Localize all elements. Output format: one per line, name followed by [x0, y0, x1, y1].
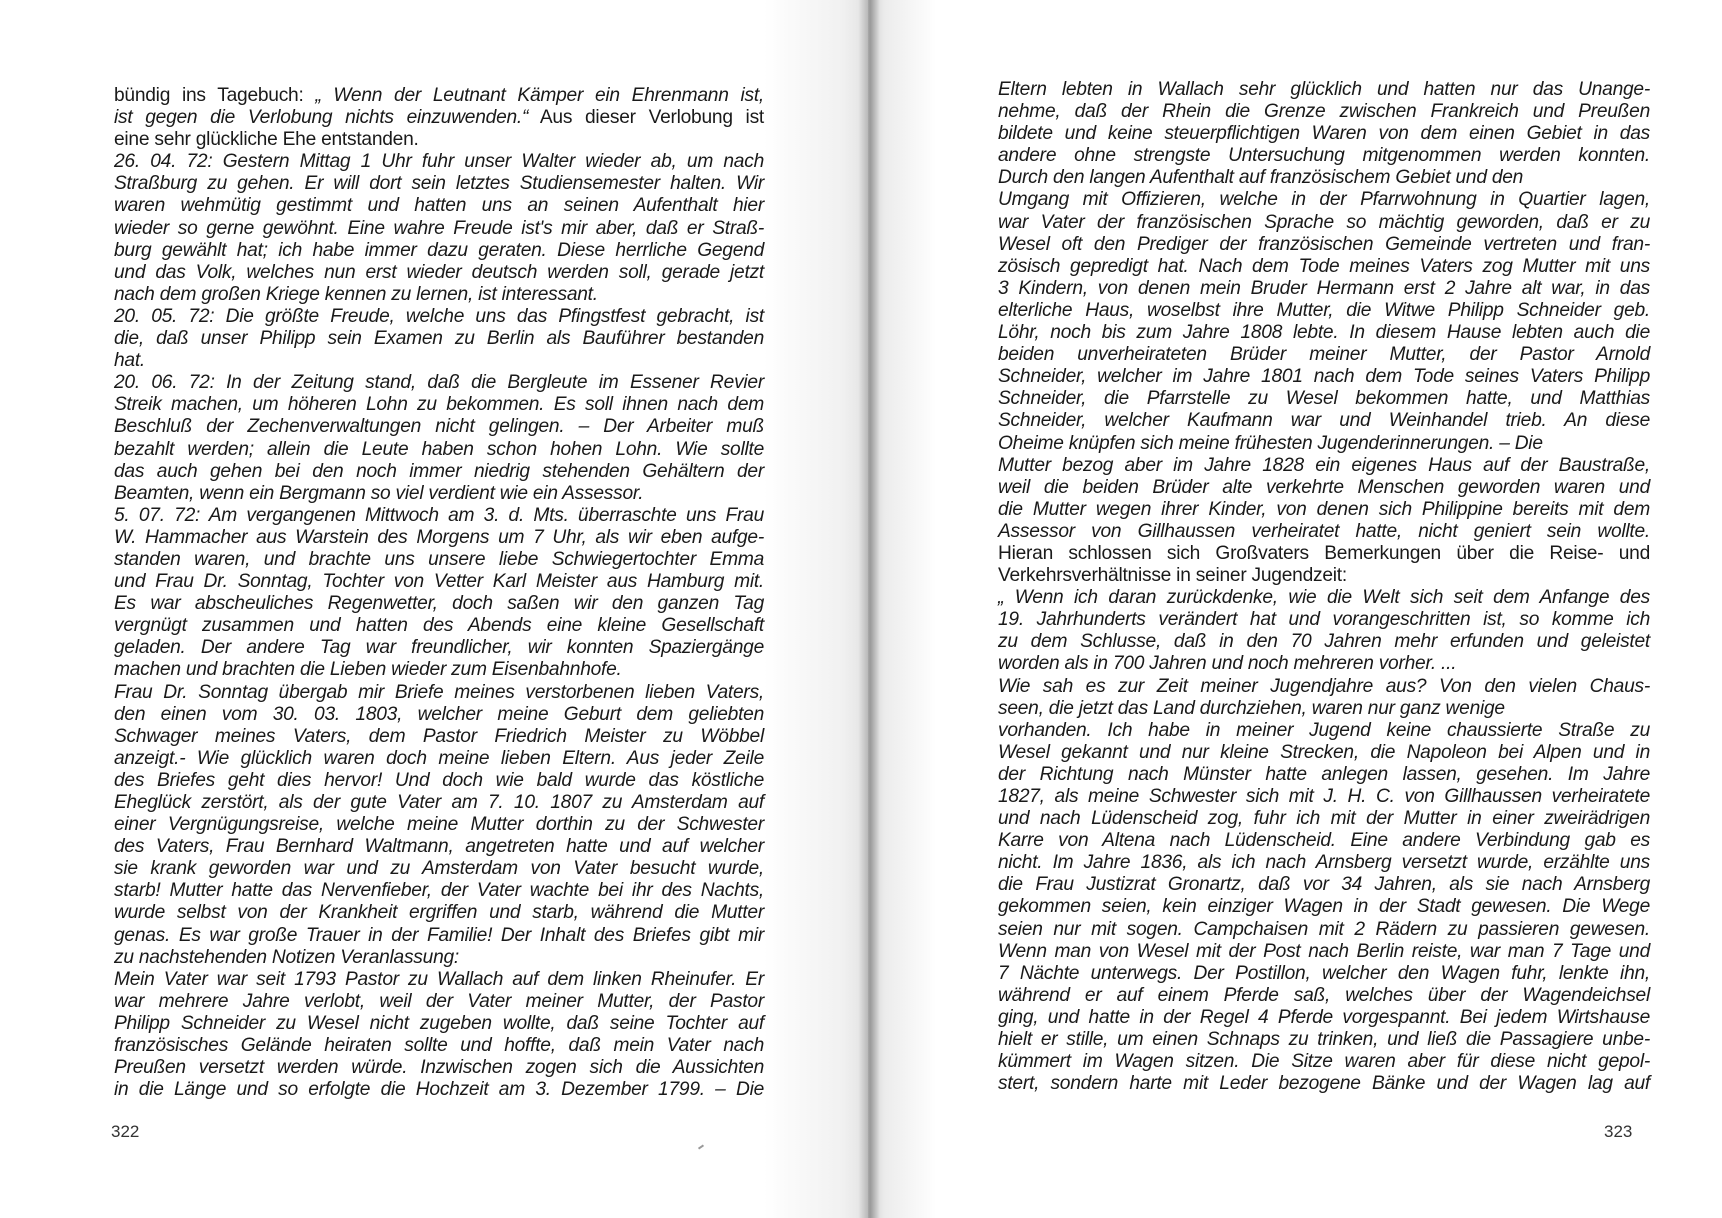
italic-text: W. Hammacher aus Warstein des Morgens um 7 Uhr, als wir eben aufge- [114, 526, 764, 548]
text-line [114, 85, 764, 107]
italic-text: Schneider, welcher im Jahre 1801 nach dem Tode seines Vaters Philipp [998, 366, 1650, 388]
text-line [114, 350, 764, 372]
text-line [998, 234, 1650, 256]
text-line [114, 416, 764, 438]
italic-text: Eheglück zerstört, als der gute Vater am 7. 10. 1807 zu Amsterdam auf [114, 792, 764, 813]
italic-text: standen waren, und brachte uns unsere liebe Schwiegertochter Emma [114, 548, 764, 570]
text-line [998, 101, 1650, 123]
paper-speck [698, 1144, 704, 1149]
text-line [114, 991, 764, 1013]
italic-text: Umgang mit Offizieren, welche in der Pfarrwohnung in Quartier lagen, [998, 189, 1650, 211]
text-line [114, 549, 764, 571]
text-line [998, 1029, 1650, 1051]
text-line [998, 212, 1650, 234]
text-line [998, 477, 1650, 499]
italic-text: Oheime knüpfen sich meine frühesten Jugenderinnerungen. – Die [998, 432, 1543, 454]
italic-text: Wesel oft den Prediger der französischen Gemeinde vertreten und fran- [998, 233, 1650, 255]
italic-text: war mehrere Jahre verlobt, weil der Vater meiner Mutter, der Pastor [114, 990, 764, 1012]
text-line [998, 874, 1650, 896]
italic-text: bildete und keine steuerpflichtigen Waren von dem einen Gebiet in das [998, 123, 1650, 145]
text-line [998, 322, 1650, 344]
italic-text: war Vater der französischen Sprache so mächtig geworden, daß er zu [998, 211, 1650, 233]
italic-text: ging, und hatte in der Regel 4 Pferde vorgespannt. Bei jedem Wirtshause [998, 1006, 1650, 1028]
italic-text: vorhanden. Ich habe in meiner Jugend keine chaussierte Straße zu [998, 719, 1650, 741]
italic-text: 20. 06. 72: In der Zeitung stand, daß die Bergleute im Essener Revier [114, 372, 764, 394]
italic-text: seien nur mit sogen. Campchaisen mit 2 Rädern zu passieren gewesen. [998, 918, 1650, 940]
upright-text: Aus dieser Verlobung ist [528, 107, 764, 129]
text-line [114, 726, 764, 748]
text-line [114, 1079, 764, 1101]
italic-text: Löhr, noch bis zum Jahre 1808 lebte. In diesem Hause lebten auch die [998, 322, 1650, 344]
text-line [114, 836, 764, 858]
text-line [114, 505, 764, 527]
text-line [114, 969, 764, 991]
text-line [114, 372, 764, 394]
italic-text: worden als in 700 Jahren und noch mehreren vorher. ... [998, 653, 1457, 675]
text-line [998, 167, 1650, 189]
italic-text: hielt er stille, um einen Schnaps zu trinken, und ließ die Passagiere unbe- [998, 1029, 1650, 1051]
text-line [114, 1035, 764, 1057]
italic-text: das auch gehen bei den noch immer niedrig stehenden Gehältern der [114, 460, 764, 482]
text-line [998, 521, 1650, 543]
text-line [998, 941, 1650, 963]
upright-text: bündig ins Tagebuch: [114, 85, 316, 106]
italic-text: in die Länge und so erfolgte die Hochzeit am 3. Dezember 1799. – Die [114, 1079, 764, 1101]
italic-text: Wenn man von Wesel mit der Post nach Berlin reiste, war man 7 Tage und [998, 940, 1650, 962]
italic-text: andere ohne strengste Untersuchung mitgenommen werden konnten. [998, 145, 1650, 167]
text-line [114, 195, 764, 217]
italic-text: Eltern lebten in Wallach sehr glücklich und hatten nur das Unange- [998, 79, 1650, 100]
text-line [998, 676, 1650, 698]
italic-text: 1827, als meine Schwester sich mit J. H. C. von Gillhaussen verheiratete [998, 786, 1650, 807]
text-line [114, 394, 764, 416]
italic-text: wurde selbst von der Krankheit ergriffen und starb, während die Mutter [114, 902, 764, 924]
text-line [998, 631, 1650, 653]
italic-text: zu nachstehenden Notizen Veranlassung: [114, 946, 459, 968]
text-line [998, 455, 1650, 477]
text-line [998, 300, 1650, 322]
italic-text: gekommen seien, kein einziger Wagen in der Stadt gewesen. Die Wege [998, 896, 1650, 918]
text-line [998, 830, 1650, 852]
book-gutter [858, 0, 880, 1218]
text-line [114, 240, 764, 262]
italic-text: bezahlt werden; allein die Leute haben schon hohen Lohn. Wie sollte [114, 438, 764, 460]
italic-text: seen, die jetzt das Land durchziehen, waren nur ganz wenige [998, 697, 1505, 719]
text-line [998, 896, 1650, 918]
text-line [998, 852, 1650, 874]
italic-text: Schneider, die Pfarrstelle zu Wesel bekommen hatte, und Matthias [998, 388, 1650, 410]
upright-text: Hieran schlossen sich Großvaters Bemerkungen über die Reise- und [998, 542, 1650, 564]
text-line [114, 770, 764, 792]
italic-text: Philipp Schneider zu Wesel nicht zugeben wollte, daß seine Tochter auf [114, 1012, 764, 1034]
italic-text: Durch den langen Aufenthalt auf französischem Gebiet und den [998, 167, 1524, 189]
text-line [114, 284, 764, 306]
text-line [998, 919, 1650, 941]
italic-text: „ Wenn der Leutnant Kämper ein Ehrenmann ist, [315, 85, 764, 106]
italic-text: 5. 07. 72: Am vergangenen Mittwoch am 3. d. Mts. überraschte uns Frau [114, 504, 764, 526]
italic-text: und Frau Dr. Sonntag, Tochter von Vetter Karl Meister aus Hamburg mit. [114, 571, 764, 593]
italic-text: geladen. Der andere Tag war freundlicher, wir konnten Spaziergänge [114, 637, 764, 659]
right-page [868, 0, 1722, 1218]
text-line [998, 653, 1650, 675]
text-line [114, 659, 764, 681]
right-page-number: 323 [1604, 1122, 1633, 1141]
text-line [114, 902, 764, 924]
italic-text: Streik machen, um höheren Lohn zu bekommen. Es soll ihnen nach dem [114, 394, 764, 416]
italic-text: stert, sondern harte mit Leder bezogene Bänke und der Wagen lag auf [998, 1073, 1650, 1095]
text-line [998, 1007, 1650, 1029]
text-line [114, 593, 764, 615]
right-page-text [998, 79, 1650, 1095]
italic-text: Straßburg zu gehen. Er will dort sein letztes Studiensemester halten. Wir [114, 173, 764, 195]
text-line [114, 151, 764, 173]
text-line [998, 985, 1650, 1007]
text-line [114, 704, 764, 726]
italic-text: der Richtung nach Münster hatte anlegen lassen, gesehen. Im Jahre [998, 763, 1650, 785]
italic-text: Frau Dr. Sonntag übergab mir Briefe meines verstorbenen lieben Vaters, [114, 681, 764, 703]
text-line [114, 615, 764, 637]
text-line [114, 748, 764, 770]
italic-text: und das Volk, welches nun erst wieder deutsch werden soll, gerade jetzt [114, 261, 764, 283]
italic-text: Assessor von Gillhaussen verheiratet hatte, nicht geniert sein wollte. [998, 520, 1650, 542]
text-line [998, 786, 1650, 808]
italic-text: wieder so gerne gewöhnt. Eine wahre Freude ist's mir aber, daß er Straß- [114, 217, 764, 239]
text-line [998, 499, 1650, 521]
text-line [114, 129, 764, 151]
text-line [114, 461, 764, 483]
text-line [998, 587, 1650, 609]
text-line [998, 189, 1650, 211]
left-page-number: 322 [111, 1122, 140, 1141]
italic-text: anzeigt.- Wie glücklich waren doch meine lieben Eltern. Aus jeder Zeile [114, 747, 764, 769]
italic-text: während er auf einem Pferde saß, welches über der Wagendeichsel [998, 984, 1650, 1006]
text-line [998, 256, 1650, 278]
text-line [114, 858, 764, 880]
italic-text: elterliche Haus, woselbst ihre Mutter, die Witwe Philipp Schneider geb. [998, 299, 1650, 321]
text-line [998, 609, 1650, 631]
text-line [114, 262, 764, 284]
text-line [998, 366, 1650, 388]
italic-text: starb! Mutter hatte das Nervenfieber, der Vater wachte bei ihr des Nachts, [114, 880, 764, 902]
italic-text: Mutter bezog aber im Jahre 1828 ein eigenes Haus auf der Baustraße, [998, 454, 1650, 476]
text-line [998, 145, 1650, 167]
text-line [998, 963, 1650, 985]
text-line [114, 328, 764, 350]
italic-text: 19. Jahrhunderts verändert hat und vorangeschritten ist, so komme ich [998, 609, 1650, 631]
italic-text: 3 Kindern, von denen mein Bruder Hermann erst 2 Jahre alt war, in das [998, 277, 1650, 299]
text-line [998, 123, 1650, 145]
italic-text: zösisch gepredigt hat. Nach dem Tode meines Vaters zog Mutter mit uns [998, 255, 1650, 277]
italic-text: Schwager meines Vaters, dem Pastor Friedrich Meister zu Wöbbel [114, 725, 764, 747]
text-line [998, 565, 1650, 587]
italic-text: vergnügt zusammen und hatten des Abends eine kleine Gesellschaft [114, 615, 764, 637]
upright-text: Verkehrsverhältnisse in seiner Jugendzeit: [998, 565, 1347, 587]
italic-text: nehme, daß der Rhein die Grenze zwischen Frankreich und Preußen [998, 101, 1650, 123]
italic-text: Karre von Altena nach Lüdenscheid. Eine andere Verbindung gab es [998, 830, 1650, 852]
italic-text: und nach Lüdenscheid zog, fuhr ich mit der Mutter in einer zweirädrigen [998, 808, 1650, 830]
text-line [998, 79, 1650, 101]
italic-text: hat. [114, 350, 146, 372]
text-line [114, 637, 764, 659]
italic-text: Schneider, welcher Kaufmann war und Weinhandel trieb. An diese [998, 410, 1650, 432]
text-line [114, 792, 764, 814]
italic-text: ist gegen die Verlobung nichts einzuwenden.“ [114, 107, 529, 129]
upright-text: eine sehr glückliche Ehe entstanden. [114, 129, 419, 151]
text-line [998, 742, 1650, 764]
text-line [998, 543, 1650, 565]
text-line [114, 218, 764, 240]
text-line [998, 388, 1650, 410]
text-line [998, 433, 1650, 455]
italic-text: „ Wenn ich daran zurückdenke, wie die Welt sich seit dem Anfange des [998, 587, 1650, 609]
text-line [114, 947, 764, 969]
italic-text: die Frau Justizrat Gronartz, daß vor 34 Jahren, als sie nach Arnsberg [998, 874, 1650, 896]
italic-text: weil die beiden Brüder alte verkehrte Menschen geworden waren und [998, 476, 1650, 498]
text-line [998, 1051, 1650, 1073]
text-line [998, 808, 1650, 830]
italic-text: sie krank geworden war und zu Amsterdam von Vater besucht wurde, [114, 858, 764, 880]
italic-text: 26. 04. 72: Gestern Mittag 1 Uhr fuhr unser Walter wieder ab, um nach [114, 151, 764, 173]
italic-text: nach dem großen Kriege kennen zu lernen, ist interessant. [114, 283, 598, 305]
text-line [114, 1057, 764, 1079]
text-line [998, 278, 1650, 300]
text-line [998, 1073, 1650, 1095]
text-line [998, 764, 1650, 786]
text-line [114, 925, 764, 947]
italic-text: machen und brachten die Lieben wieder zum Eisenbahnhofe. [114, 659, 622, 681]
italic-text: beiden unverheirateten Brüder meiner Mutter, der Pastor Arnold [998, 344, 1650, 366]
text-line [114, 880, 764, 902]
italic-text: zu dem Schlusse, daß in den 70 Jahren mehr erfunden und geleistet [998, 631, 1650, 653]
italic-text: 20. 05. 72: Die größte Freude, welche uns das Pfingstfest gebracht, ist [114, 305, 764, 327]
italic-text: Beschluß der Zechenverwaltungen nicht gelingen. – Der Arbeiter muß [114, 416, 764, 438]
text-line [114, 571, 764, 593]
italic-text: nicht. Im Jahre 1836, als ich nach Arnsberg versetzt wurde, erzählte uns [998, 852, 1650, 874]
italic-text: Beamten, wenn ein Bergmann so viel verdient wie ein Assessor. [114, 482, 644, 504]
italic-text: Wesel gekannt und nur kleine Strecken, die Napoleon bei Alpen und in [998, 741, 1650, 763]
text-line [114, 1013, 764, 1035]
italic-text: einer Vergnügungsreise, welche meine Mutter dorthin zu der Schwester [114, 814, 764, 836]
text-line [998, 344, 1650, 366]
text-line [998, 720, 1650, 742]
italic-text: kümmert im Wagen sitzen. Die Sitze waren aber für diese nicht gepol- [998, 1051, 1650, 1073]
text-line [114, 682, 764, 704]
text-line [998, 698, 1650, 720]
text-line [114, 527, 764, 549]
text-line [114, 439, 764, 461]
italic-text: des Briefes geht dies hervor! Und doch wie bald wurde das köstliche [114, 769, 764, 791]
italic-text: waren wehmütig gestimmt und hatten uns an seinen Aufenthalt hier [114, 195, 764, 217]
italic-text: Preußen versetzt werden würde. Inzwischen zogen sich die Aussichten [114, 1057, 764, 1079]
italic-text: des Vaters, Frau Bernhard Waltmann, angetreten hatte und auf welcher [114, 836, 764, 858]
text-line [114, 814, 764, 836]
italic-text: die, daß unser Philipp sein Examen zu Berlin als Bauführer bestanden [114, 328, 764, 350]
text-line [114, 483, 764, 505]
text-line [998, 410, 1650, 432]
italic-text: den einen vom 30. 03. 1803, welcher meine Geburt dem geliebten [114, 703, 764, 725]
italic-text: genas. Es war große Trauer in der Familie! Der Inhalt des Briefes gibt mir [114, 924, 764, 946]
italic-text: Es war abscheuliches Regenwetter, doch saßen wir den ganzen Tag [114, 593, 764, 615]
italic-text: 7 Nächte unterwegs. Der Postillon, welcher den Wagen fuhr, lenkte ihn, [998, 962, 1650, 984]
italic-text: burg gewählt hat; ich habe immer dazu geraten. Diese herrliche Gegend [114, 239, 764, 261]
italic-text: die Mutter wegen ihrer Kinder, von denen sich Philippine bereits mit dem [998, 498, 1650, 520]
text-line [114, 173, 764, 195]
left-page-text [114, 85, 764, 1101]
text-line [114, 107, 764, 129]
text-line [114, 306, 764, 328]
italic-text: Wie sah es zur Zeit meiner Jugendjahre aus? Von den vielen Chaus- [998, 675, 1650, 697]
italic-text: französisches Gelände heiraten sollte und hoffte, daß mein Vater nach [114, 1035, 764, 1057]
italic-text: Mein Vater war seit 1793 Pastor zu Wallach auf dem linken Rheinufer. Er [114, 968, 764, 990]
